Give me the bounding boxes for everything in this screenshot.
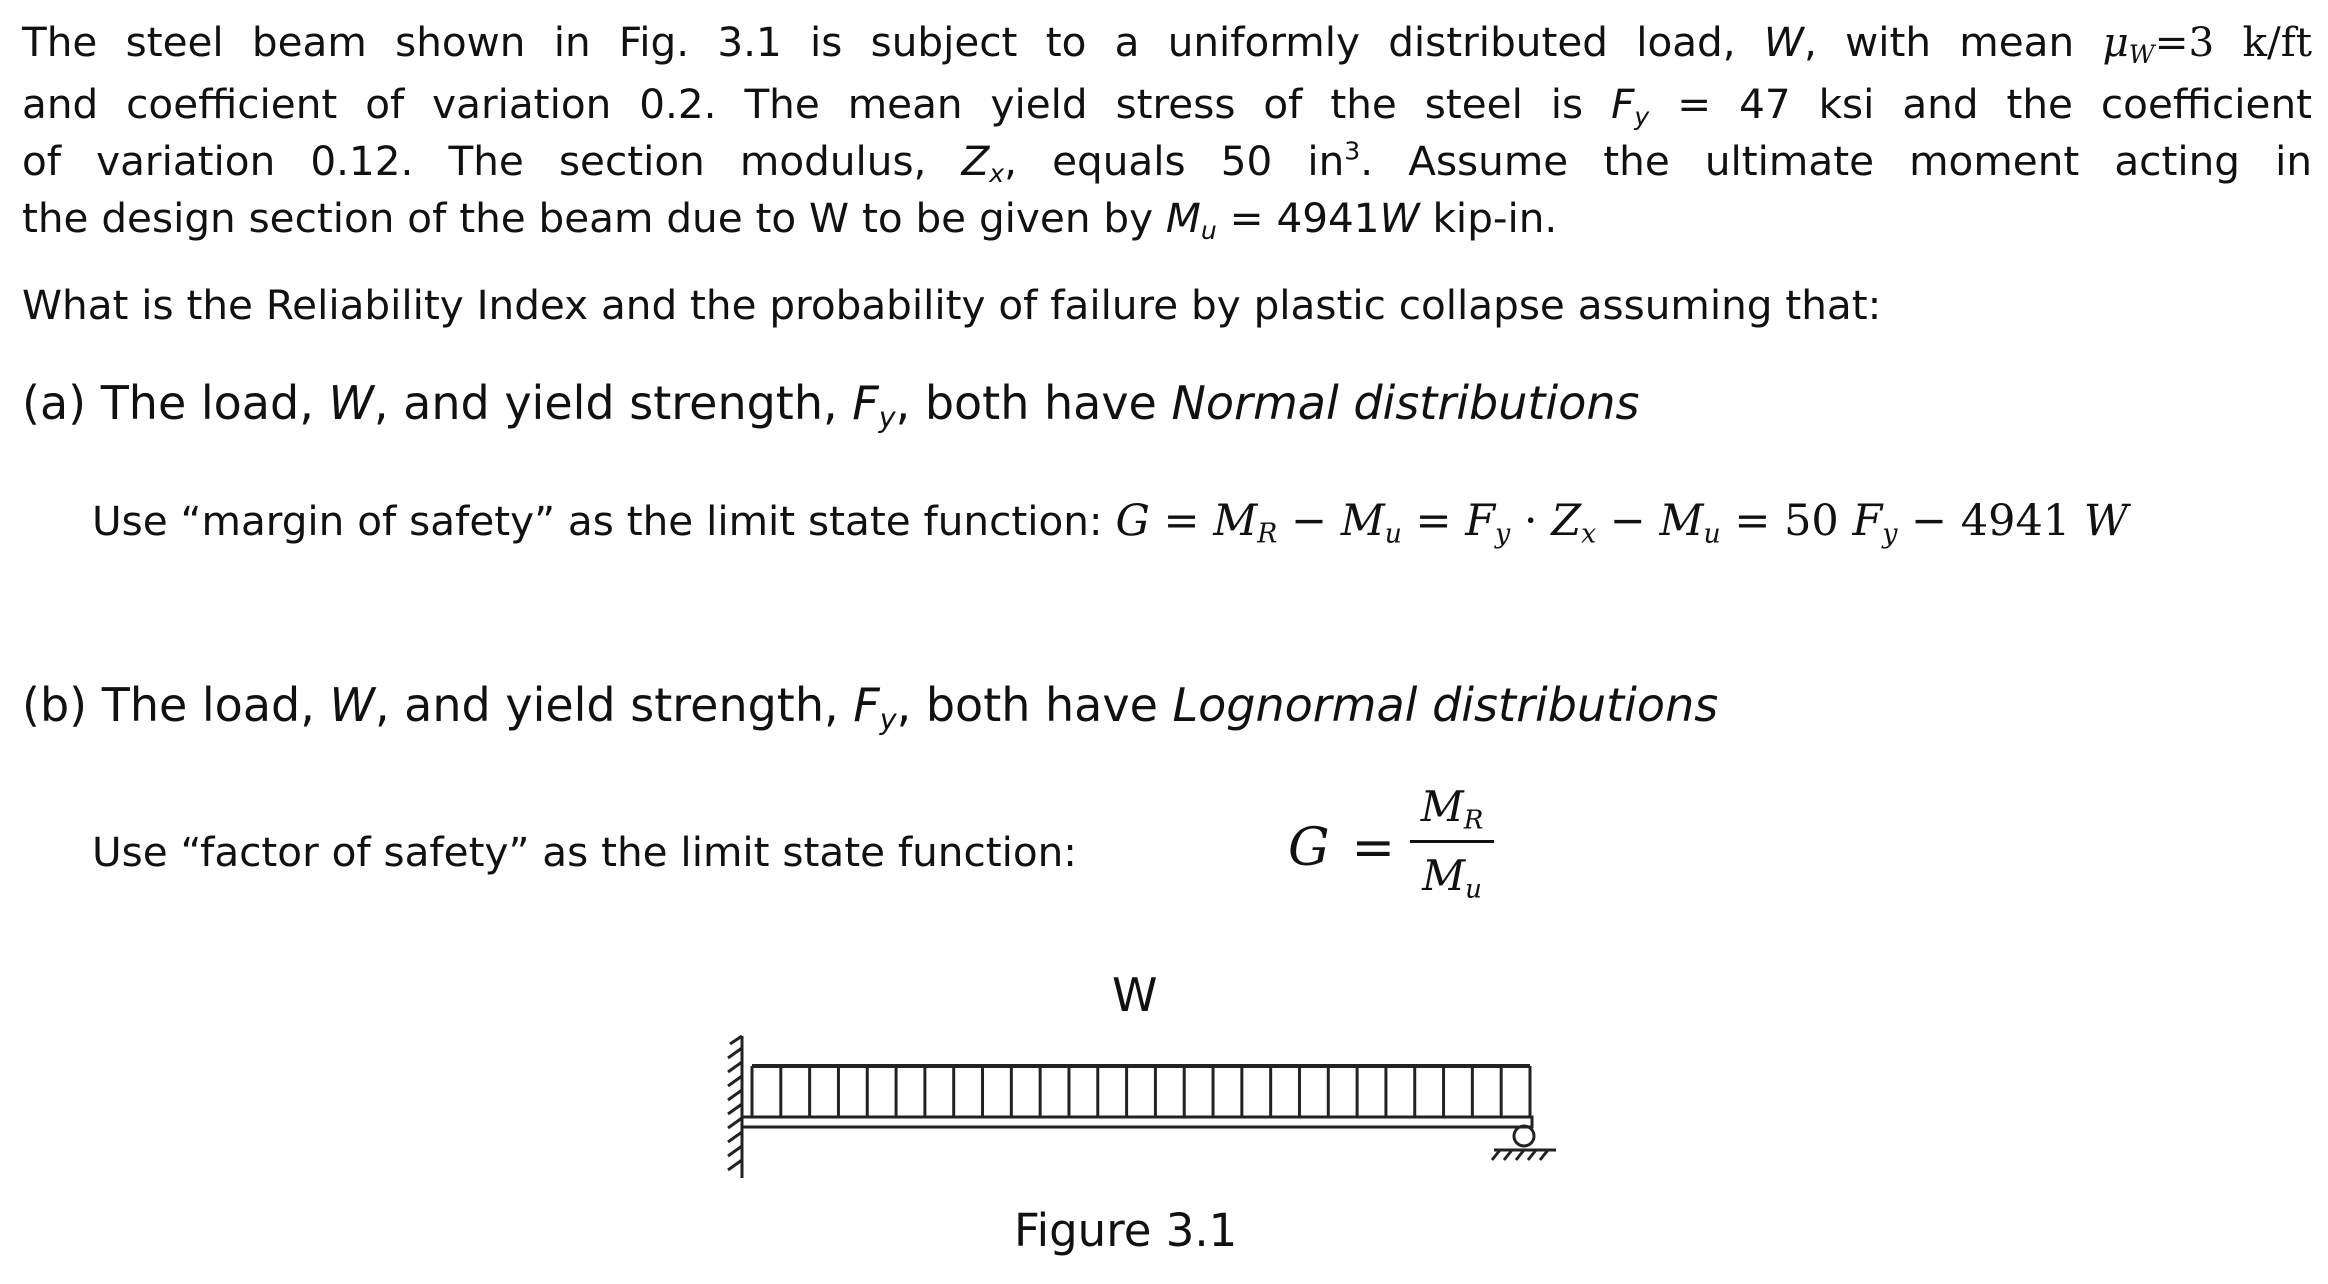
x-subscript: x [1581,518,1597,550]
y-subscript: y [1495,518,1511,550]
u-subscript: u [1703,518,1721,550]
yield-subscript: y [878,400,896,434]
mu-subscript: W [2128,40,2155,70]
operator: − [1277,496,1341,546]
pin-support [1492,1126,1556,1160]
m-symbol: M [1420,782,1464,831]
u-subscript: u [1465,874,1482,905]
y-subscript: y [1882,518,1898,550]
load-symbol: W [328,376,374,430]
figure-caption: Figure 3.1 [1014,1204,1238,1257]
yield-symbol: F [852,376,879,430]
m-symbol: M [1340,496,1385,546]
m-symbol: M [1659,496,1704,546]
text-segment: , and yield strength, [373,376,853,430]
text-segment: , and yield strength, [374,678,854,732]
yield-subscript: y [1634,102,1650,132]
question-line: What is the Reliability Index and the probability of failure by plastic collapse assuming that: [22,281,1882,329]
moment-symbol: M [1165,194,1201,242]
w-symbol: W [2083,496,2129,546]
text-segment: , with mean [1803,18,2103,66]
text-segment: Use “factor of safety” as the limit state function: [92,828,1077,876]
operator: = 50 [1720,496,1853,546]
distribution-name: Lognormal distributions [1172,678,1719,732]
mu-symbol: μ [2102,18,2129,66]
f-symbol: F [1852,496,1883,546]
text-segment: = 47 ksi and the coefficient [1649,80,2312,128]
yield-symbol: F [1611,80,1635,128]
mean-load-value: =3 k/ft [2154,18,2313,66]
text-segment: = 4941 [1216,194,1380,242]
fixed-support [728,1036,742,1178]
beam [742,1117,1532,1127]
operator: − [1596,496,1660,546]
text-segment: The steel beam shown in Fig. 3.1 is subject to a uniformly distributed load, [22,18,1764,66]
load-symbol: W [1763,18,1804,66]
text-segment: . Assume the ultimate moment acting in [1360,137,2312,185]
z-symbol: Z [1551,496,1582,546]
text-segment: kip-in. [1419,194,1558,242]
text-segment: the design section of the beam due to W to be given by [22,194,1166,242]
m-symbol: M [1213,496,1258,546]
text-segment: , both have [896,678,1173,732]
text-segment: and coefficient of variation 0.2. The mean yield stress of the steel is [22,80,1612,128]
operator: = [1401,496,1466,546]
load-symbol: W [329,678,375,732]
yield-subscript: y [879,702,897,736]
r-subscript: R [1257,518,1278,550]
distribution-name: Normal distributions [1171,376,1640,430]
text-segment: of variation 0.12. The section modulus, [22,137,962,185]
text-segment: , both have [895,376,1172,430]
modulus-symbol: Z [961,137,990,185]
text-segment: (a) The load, [22,376,329,430]
load-label: W [1112,968,1158,1022]
load-symbol: W [1379,194,1420,242]
modulus-subscript: x [989,159,1005,189]
text-segment: (b) The load, [22,678,330,732]
operator: − 4941 [1897,496,2084,546]
g-symbol: G [1288,818,1330,878]
u-subscript: u [1384,518,1402,550]
operator: = [1351,818,1396,878]
text-segment: , equals 50 in [1004,137,1345,185]
moment-subscript: u [1200,216,1217,246]
distributed-load-arrows [752,1066,1530,1117]
m-symbol: M [1422,851,1466,900]
g-symbol: G [1115,496,1150,546]
operator: · [1510,496,1552,546]
text-segment: Use “margin of safety” as the limit state function: [92,497,1116,545]
r-subscript: R [1463,805,1484,836]
f-symbol: F [1465,496,1496,546]
cube-superscript: 3 [1344,136,1361,166]
yield-symbol: F [853,678,880,732]
operator: = [1149,496,1214,546]
